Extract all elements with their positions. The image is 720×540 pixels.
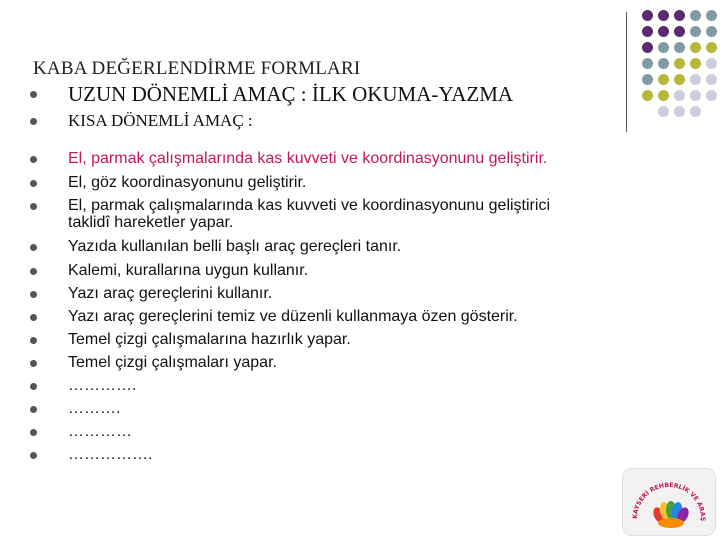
decor-dot <box>658 90 669 101</box>
decor-dot <box>674 42 685 53</box>
svg-text:KAYSERİ REHBERLİK VE ARAŞTIRMA: KAYSERİ REHBERLİK VE ARAŞ <box>631 481 707 522</box>
page-title: KABA DEĞERLENDİRME FORMLARI <box>33 58 361 79</box>
bullet-icon <box>30 91 37 98</box>
decor-dot <box>690 42 701 53</box>
list-item-text: ……………. <box>68 446 153 463</box>
decor-dot <box>658 58 669 69</box>
decor-dot <box>674 10 685 21</box>
bullet-icon <box>30 203 37 210</box>
decor-dot <box>642 58 653 69</box>
decor-dot <box>658 26 669 37</box>
bullet-icon <box>30 244 37 251</box>
list-item-text: Yazıda kullanılan belli başlı araç gereçleri tanır. <box>68 238 402 255</box>
heading-long-term-text: UZUN DÖNEMLİ AMAÇ : İLK OKUMA-YAZMA <box>68 82 514 106</box>
bullet-icon <box>30 360 37 367</box>
logo-graphic <box>623 469 715 535</box>
decor-dot <box>642 26 653 37</box>
decor-dot <box>690 74 701 85</box>
decor-dot <box>690 10 701 21</box>
bullet-icon <box>30 156 37 163</box>
bullet-icon <box>30 291 37 298</box>
bullet-icon <box>30 406 37 413</box>
decor-dot <box>642 42 653 53</box>
decor-dot <box>706 26 717 37</box>
decor-dot <box>706 10 717 21</box>
decor-dot <box>658 106 669 117</box>
decorative-divider <box>626 12 627 132</box>
decor-dot <box>642 74 653 85</box>
decor-dot <box>658 10 669 21</box>
decor-dot <box>706 74 717 85</box>
decor-dot <box>690 58 701 69</box>
bullet-icon <box>30 118 37 125</box>
bullet-icon <box>30 429 37 436</box>
decorative-dot-grid <box>640 10 720 120</box>
heading-short-term-text: KISA DÖNEMLİ AMAÇ : <box>68 111 253 130</box>
list-item-text: El, parmak çalışmalarında kas kuvveti ve koordinasyonunu geliştirir. <box>68 150 548 167</box>
bullet-icon <box>30 383 37 390</box>
decor-dot <box>706 90 717 101</box>
list-item-text: taklidî hareketler yapar. <box>68 214 234 231</box>
decor-dot <box>690 106 701 117</box>
bullet-icon <box>30 180 37 187</box>
decor-dot <box>674 58 685 69</box>
list-item-text: ………… <box>68 423 132 440</box>
list-item-text: Temel çizgi çalışmalarına hazırlık yapar. <box>68 331 351 348</box>
decor-dot <box>706 42 717 53</box>
decor-dot <box>674 106 685 117</box>
bullet-icon <box>30 314 37 321</box>
bullet-icon <box>30 337 37 344</box>
bullet-icon <box>30 268 37 275</box>
bullet-icon <box>30 452 37 459</box>
list-item-text: Yazı araç gereçlerini kullanır. <box>68 285 273 302</box>
decor-dot <box>706 58 717 69</box>
list-item-text: Yazı araç gereçlerini temiz ve düzenli kullanmaya özen gösterir. <box>68 308 518 325</box>
list-item-text: …………. <box>68 377 137 394</box>
decor-dot <box>690 90 701 101</box>
decor-dot <box>674 90 685 101</box>
list-item-text: El, göz koordinasyonunu geliştirir. <box>68 174 307 191</box>
decor-dot <box>674 26 685 37</box>
decor-dot <box>642 90 653 101</box>
decor-dot <box>658 74 669 85</box>
decor-dot <box>642 10 653 21</box>
decor-dot <box>674 74 685 85</box>
decor-dot <box>658 42 669 53</box>
list-item-text: Kalemi, kurallarına uygun kullanır. <box>68 262 309 279</box>
decor-dot <box>690 26 701 37</box>
organization-logo <box>622 468 716 536</box>
list-item-text: ………. <box>68 400 121 417</box>
list-item-text: El, parmak çalışmalarında kas kuvveti ve koordinasyonunu geliştirici <box>68 197 550 214</box>
list-item-text: Temel çizgi çalışmaları yapar. <box>68 354 277 371</box>
